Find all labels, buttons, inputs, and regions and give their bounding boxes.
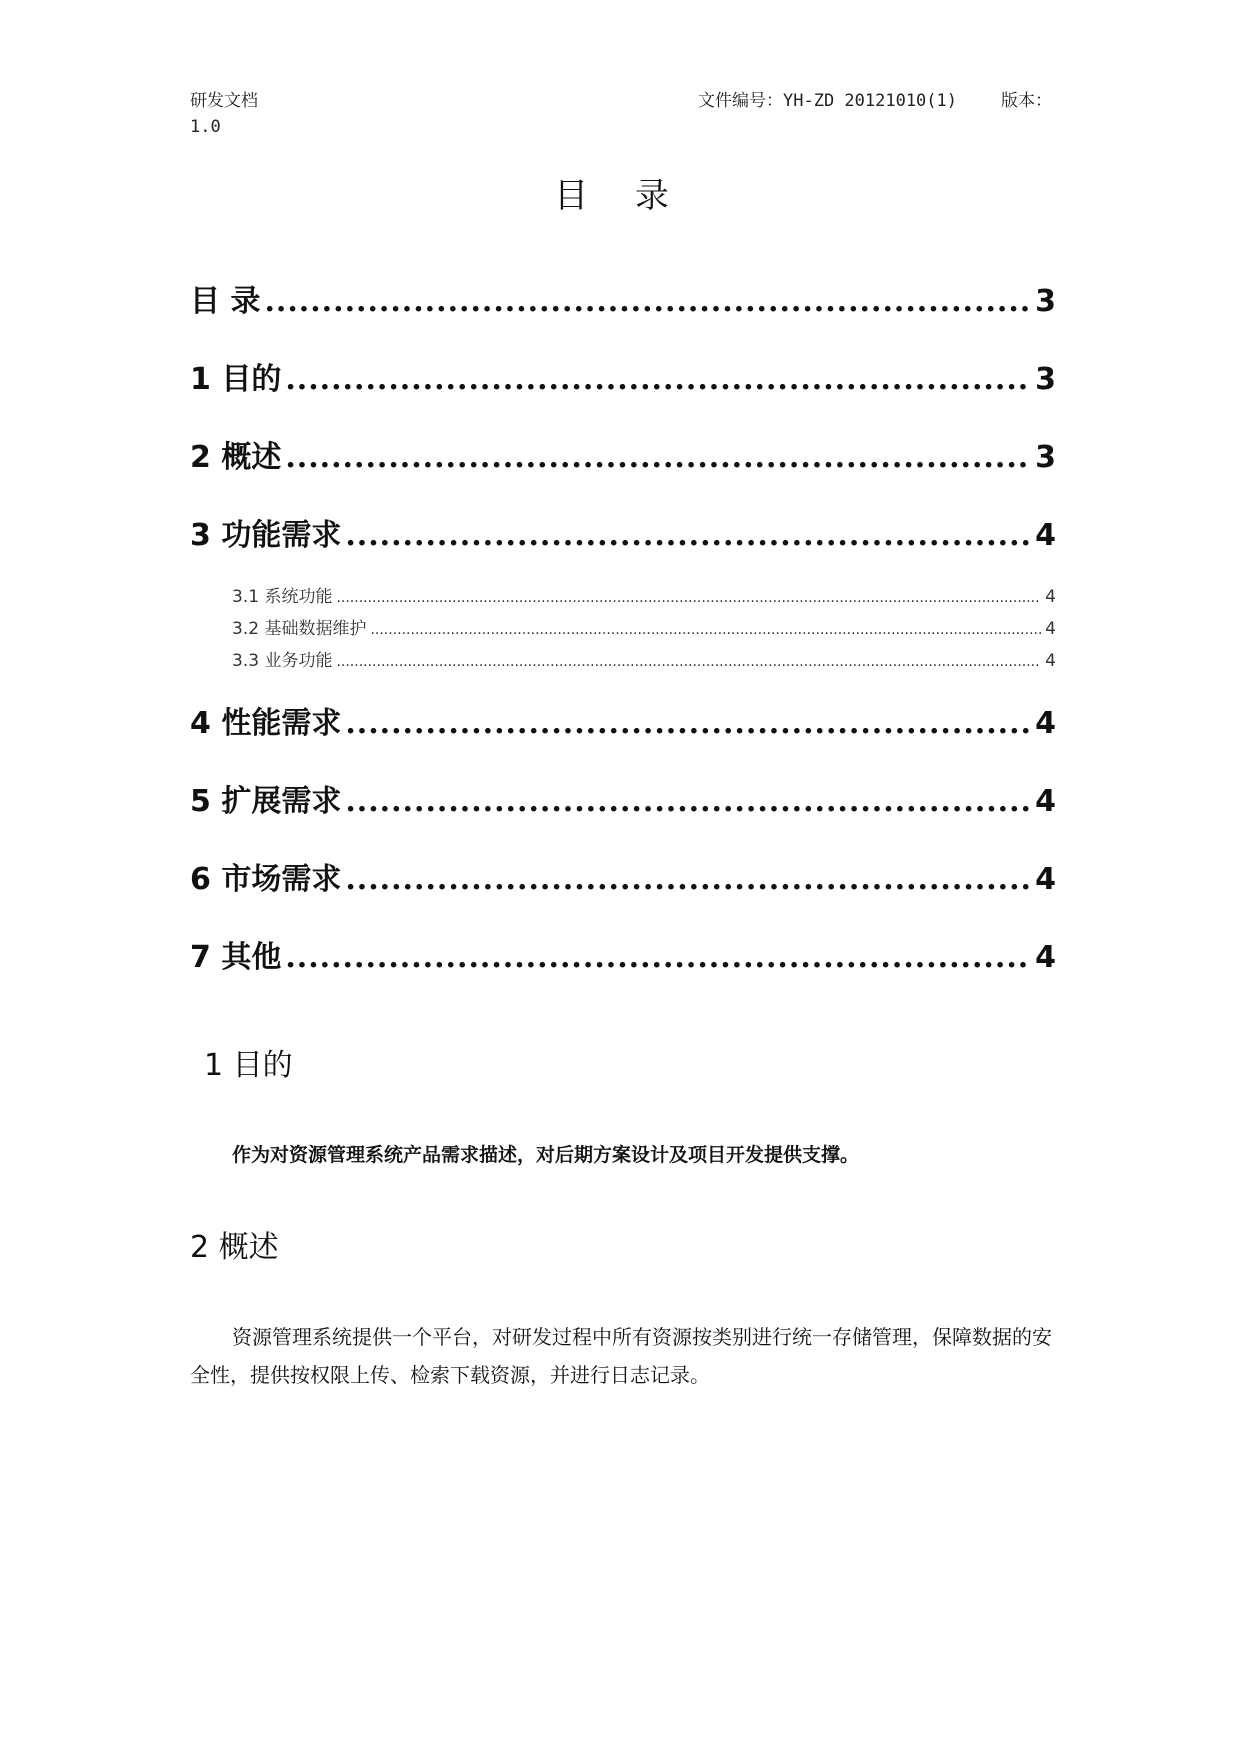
toc-leader-dots [345, 518, 1031, 553]
header-left [190, 88, 258, 140]
toc-entry-label: 3.1 系统功能 [232, 587, 333, 607]
toc-subentry[interactable] [232, 614, 1056, 639]
toc-leader-dots [285, 362, 1031, 397]
header-doc-type: 研发文档 [190, 91, 258, 111]
header-right [698, 88, 1052, 114]
toc-entry-label: 1 目的 [190, 362, 282, 397]
toc-title: 目 录 [554, 176, 687, 216]
toc-leader-dots [370, 622, 1041, 638]
toc-entry[interactable] [190, 932, 1056, 976]
toc-entry-page: 4 [1035, 706, 1056, 741]
toc-entry-page: 3 [1035, 284, 1056, 319]
toc-entry[interactable] [190, 354, 1056, 398]
toc-leader-dots [345, 784, 1031, 819]
toc-entry-page: 4 [1045, 587, 1056, 607]
section-body-purpose: 作为对资源管理系统产品需求描述，对后期方案设计及项目开发提供支撑。 [232, 1144, 860, 1166]
toc-leader-dots [345, 706, 1031, 741]
toc-entry-page: 4 [1045, 619, 1056, 639]
toc-entry-label: 目 录 [190, 284, 261, 319]
toc-entry[interactable] [190, 698, 1056, 742]
toc-entry[interactable] [190, 510, 1056, 554]
toc-entry-label: 4 性能需求 [190, 706, 342, 741]
toc-entry[interactable] [190, 276, 1056, 320]
toc-entry[interactable] [190, 854, 1056, 898]
toc-entry-page: 4 [1035, 784, 1056, 819]
toc-leader-dots [264, 284, 1031, 319]
toc-entry-label: 3 功能需求 [190, 518, 342, 553]
header-file-number: 文件编号：YH-ZD 20121010(1) [698, 91, 957, 111]
toc-entry-label: 3.3 业务功能 [232, 651, 333, 671]
toc-entry-page: 4 [1035, 518, 1056, 553]
toc-entry-page: 4 [1035, 940, 1056, 975]
toc-entry-label: 7 其他 [190, 940, 282, 975]
section-body-overview: 资源管理系统提供一个平台，对研发过程中所有资源按类别进行统一存储管理，保障数据的安全性，提供按权限上传、检索下载资源，并进行日志记录。 [190, 1325, 1052, 1387]
toc-entry-page: 4 [1045, 651, 1056, 671]
toc-subentry[interactable] [232, 582, 1056, 607]
toc-leader-dots [336, 590, 1041, 606]
toc-leader-dots [345, 862, 1031, 897]
toc-entry-page: 3 [1035, 362, 1056, 397]
toc-entry[interactable] [190, 776, 1056, 820]
toc-entry-label: 3.2 基础数据维护 [232, 619, 367, 639]
toc-subentry[interactable] [232, 646, 1056, 671]
toc-leader-dots [336, 654, 1041, 670]
toc-entry-label: 6 市场需求 [190, 862, 342, 897]
toc-entry-label: 2 概述 [190, 440, 282, 475]
toc-entry-page: 3 [1035, 440, 1056, 475]
toc-entry[interactable] [190, 432, 1056, 476]
toc-leader-dots [285, 940, 1031, 975]
header-doc-version: 1.0 [190, 117, 221, 137]
toc-leader-dots [285, 440, 1031, 475]
section-heading-overview: 2 概述 [190, 1230, 279, 1265]
toc-entry-label: 5 扩展需求 [190, 784, 342, 819]
section-heading-purpose: 1 目的 [204, 1048, 293, 1083]
toc-entry-page: 4 [1035, 862, 1056, 897]
header-version-label: 版本： [1001, 91, 1052, 111]
